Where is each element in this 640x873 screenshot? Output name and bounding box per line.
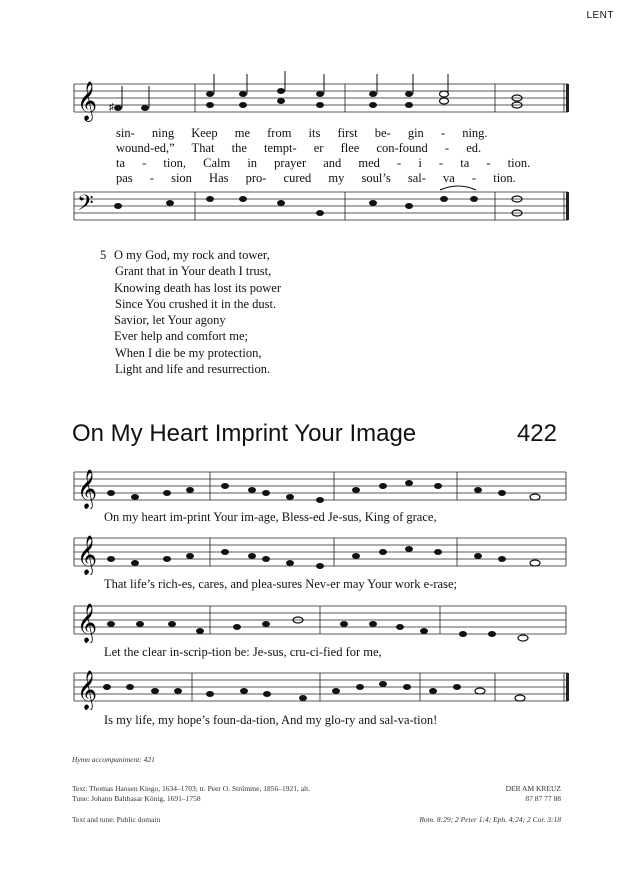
meter: 87 87 77 88 (525, 794, 561, 803)
verse-line: When I die be my protection, (115, 345, 262, 360)
scripture-references: Rom. 8:29; 2 Peter 1:4; Eph. 4:24; 2 Cor. 3:18 (419, 815, 561, 824)
hymn-lyric-line-4: Is my life, my hope’s foun-da-tion, And my glo-ry and sal-va-tion! (104, 713, 438, 727)
verse-line: Since You crushed it in the dust. (115, 296, 277, 311)
hymn-title: On My Heart Imprint Your Image (72, 420, 417, 447)
text-credit: Text: Thomas Hansen Kingo, 1634–1703; tr. Peer O. Strömme, 1856–1921, alt. (72, 784, 311, 793)
tune-credit: Tune: Johann Balthasar König, 1691–1758 (72, 794, 201, 803)
svg-text:𝄞: 𝄞 (77, 469, 98, 509)
verse-line: Grant that in Your death I trust, (115, 264, 272, 279)
hymn-lyric-line-1: On my heart im-print Your im-age, Bless-ed Je-sus, King of grace, (104, 510, 437, 524)
verse-line: Knowing death has lost its power (114, 280, 281, 295)
accompaniment-note: Hymn accompaniment: 421 (72, 755, 155, 764)
section-label: LENT (586, 10, 614, 21)
hymn-lyric-line-2: That life’s rich-es, cares, and plea-sures Nev-er may Your work e-rase; (104, 577, 457, 591)
svg-text:𝄞: 𝄞 (77, 603, 98, 643)
top-bass-staff (0, 184, 640, 244)
svg-text:𝄞: 𝄞 (77, 81, 98, 121)
svg-text:𝄞: 𝄞 (77, 670, 98, 710)
top-lyric-line-2: wound-ed,” That the tempt- er flee con-found - ed. (116, 141, 482, 155)
verse-line: Light and life and resurrection. (115, 362, 271, 377)
verse-line: Savior, let Your agony (114, 313, 226, 328)
verse-line: 5 O my God, my rock and tower, (100, 248, 270, 262)
svg-text:𝄞: 𝄞 (77, 535, 98, 575)
hymn-number: 422 (516, 420, 557, 447)
verse-5 (100, 247, 281, 377)
top-lyric-line-3: ta - tion, Calm in prayer and med - i - ta - tion. (116, 156, 531, 170)
hymn-staff-2 (0, 530, 640, 575)
verse-number: 5 (100, 248, 107, 262)
svg-text:𝄢: 𝄢 (77, 191, 94, 221)
hymn-staff-3 (0, 598, 640, 643)
top-lyric-line-1: sin- ning Keep me from its first be- gin - ning. (116, 126, 488, 140)
verse-line: Ever help and comfort me; (114, 329, 248, 344)
copyright: Text and tune: Public domain (72, 815, 161, 824)
hymn-staff-4 (0, 665, 640, 710)
top-lyric-line-4: pas - sion Has pro- cured my soul’s sal- va - tion. (116, 171, 516, 185)
hymn-lyric-line-3: Let the clear in-scrip-tion be: Je-sus, cru-ci-fied for me, (104, 645, 382, 659)
tune-name: DER AM KREUZ (505, 784, 561, 793)
hymn-staff-1 (0, 464, 640, 509)
svg-text:♯: ♯ (109, 102, 114, 113)
